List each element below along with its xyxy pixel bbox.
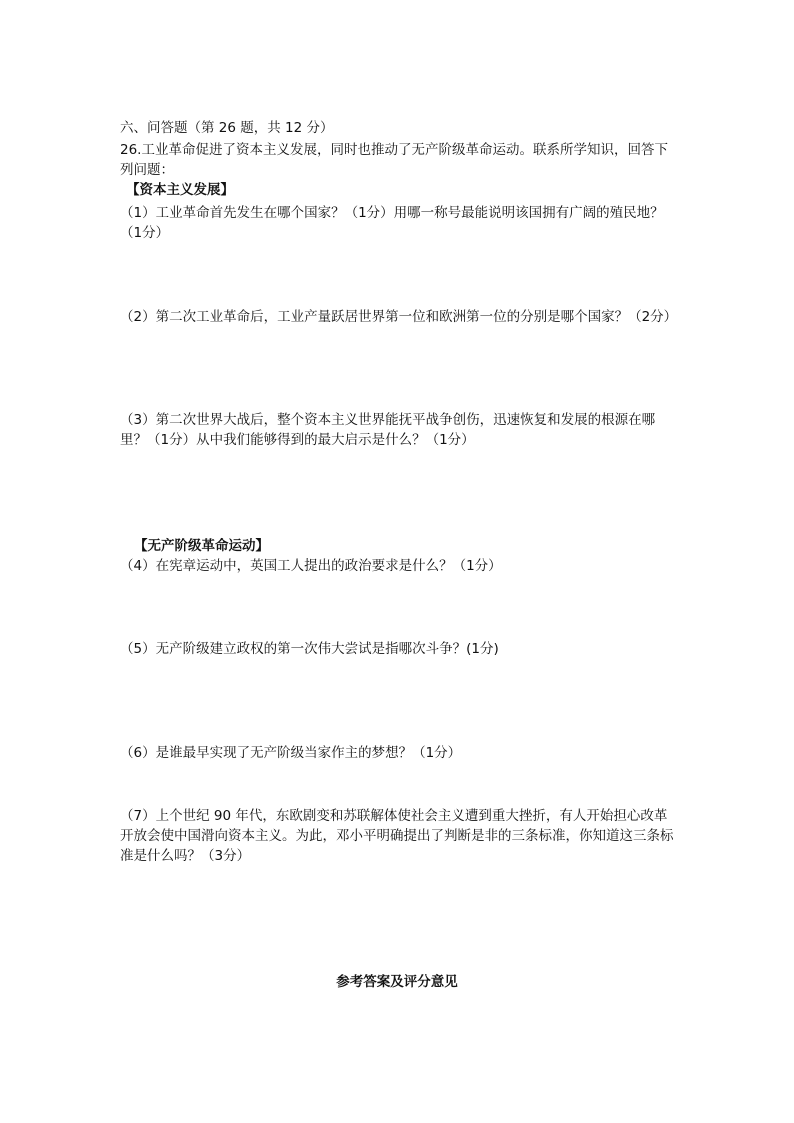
question-7: （7）上个世纪 90 年代，东欧剧变和苏联解体使社会主义遭到重大挫折，有人开始担心改革开放会使中国滑向资本主义。为此，邓小平明确提出了判断是非的三条标准，你知道这三条标准是什么吗？（3分） — [120, 808, 674, 864]
capitalism-heading: 【资本主义发展】 — [126, 182, 234, 198]
question-26-intro: 26.工业革命促进了资本主义发展，同时也推动了无产阶级革命运动。联系所学知识，回答下列问题： — [120, 142, 668, 178]
question-4: （4）在宪章运动中，英国工人提出的政治要求是什么？（1分） — [120, 558, 502, 574]
answer-key-title: 参考答案及评分意见 — [336, 974, 458, 990]
question-3: （3）第二次世界大战后，整个资本主义世界能抚平战争创伤，迅速恢复和发展的根源在哪里？（1分）从中我们能够得到的最大启示是什么？（1分） — [120, 412, 656, 448]
section-title: 六、问答题（第 26 题，共 12 分） — [120, 120, 334, 136]
question-2: （2）第二次工业革命后，工业产量跃居世界第一位和欧洲第一位的分别是哪个国家？（2分） — [120, 309, 678, 325]
question-6: （6）是谁最早实现了无产阶级当家作主的梦想？（1分） — [120, 745, 462, 761]
question-5: （5）无产阶级建立政权的第一次伟大尝试是指哪次斗争？(1分) — [120, 641, 499, 657]
proletarian-heading: 【无产阶级革命运动】 — [134, 538, 269, 554]
question-1: （1）工业革命首先发生在哪个国家？（1分）用哪一称号最能说明该国拥有广阔的殖民地？（1分） — [120, 205, 664, 241]
